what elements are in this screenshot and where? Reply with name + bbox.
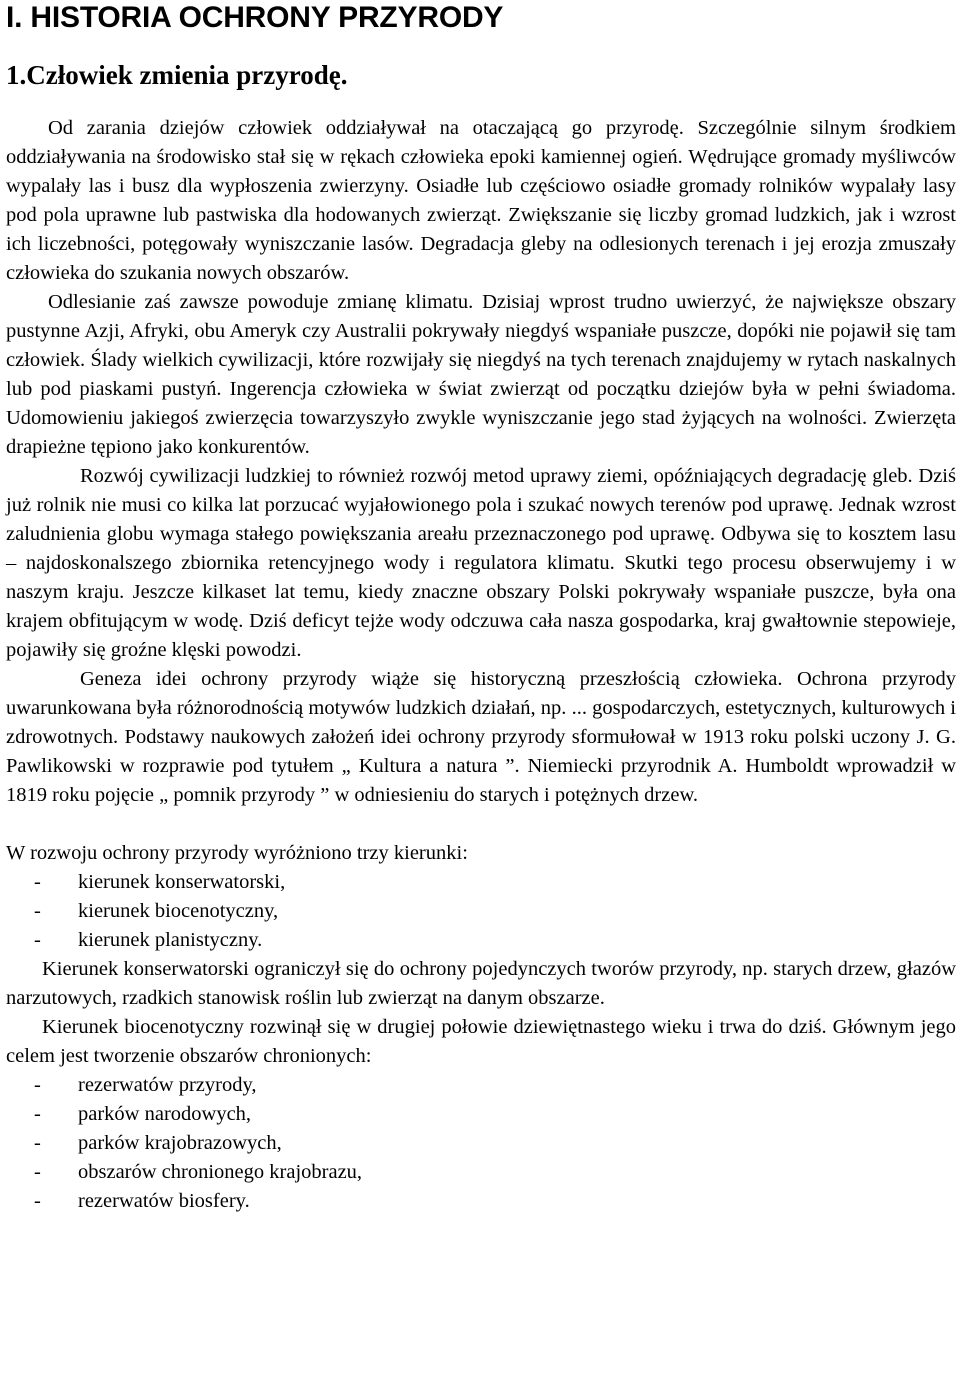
list-item xyxy=(6,868,956,897)
dash-mark: - xyxy=(34,900,41,922)
list-item xyxy=(6,897,956,926)
list-item-text: rezerwatów biosfery. xyxy=(78,1190,250,1212)
list-item-text: kierunek konserwatorski, xyxy=(78,871,286,893)
paragraph: Rozwój cywilizacji ludzkiej to również rozwój metod uprawy ziemi, opóźniających degradację gleb. Dziś już rolnik nie musi co kilka lat porzucać wyjałowionego pola i szukać nowych terenów pod uprawę. Jednak wzrost zaludnienia globu wymaga stałego powiększania areału przeznaczonego pod uprawę. Odbywa się to kosztem lasu – najdoskonalszego zbiornika retencyjnego wody i regulatora klimatu. Skutki tego procesu obserwujemy i w naszym kraju. Jeszcze kilkaset lat temu, kiedy znaczne obszary Polski pokrywały wspaniałe puszcze, była ona krajem obfitującym w wodę. Dziś deficyt tejże wody odczuwa cała nasza gospodarka, kraj gwałtownie stepowieje, pojawiły się groźne klęski powodzi. xyxy=(6,465,956,661)
list-item-text: parków krajobrazowych, xyxy=(78,1132,282,1154)
list-item xyxy=(6,1071,956,1100)
list-item xyxy=(6,1129,956,1158)
list-item-text: kierunek biocenotyczny, xyxy=(78,900,279,922)
dash-mark: - xyxy=(34,1103,41,1125)
list-item-text: obszarów chronionego krajobrazu, xyxy=(78,1161,363,1183)
dash-mark: - xyxy=(34,929,41,951)
dash-mark: - xyxy=(34,871,41,893)
paragraph: Geneza idei ochrony przyrody wiąże się historyczną przeszłością człowieka. Ochrona przyrody uwarunkowana była różnorodnością motywów ludzkich działań, np. ... gospodarczych, estetycznych, kulturowych i zdrowotnych. Podstawy naukowych założeń idei ochrony przyrody sformułował w 1913 roku polski uczony J. G. Pawlikowski w rozprawie pod tytułem „ Kultura a natura ”. Niemiecki przyrodnik A. Humboldt wprowadził w 1819 roku pojęcie „ pomnik przyrody ” w odniesieniu do starych i potężnych drzew. xyxy=(6,668,956,806)
dash-mark: - xyxy=(34,1161,41,1183)
section-title: 1.Człowiek zmienia przyrodę. xyxy=(6,60,348,90)
list-item-text: parków narodowych, xyxy=(78,1103,252,1125)
document-title: I. HISTORIA OCHRONY PRZYRODY xyxy=(6,1,504,34)
list-item xyxy=(6,1158,956,1187)
list-item xyxy=(6,1187,956,1216)
directions-intro: W rozwoju ochrony przyrody wyróżniono trzy kierunki: xyxy=(6,842,468,864)
spacer xyxy=(6,810,956,839)
dash-mark: - xyxy=(34,1074,41,1096)
list-item xyxy=(6,1100,956,1129)
document-body xyxy=(6,114,956,1216)
list-item-text: kierunek planistyczny. xyxy=(78,929,263,951)
paragraph: Od zarania dziejów człowiek oddziaływał na otaczającą go przyrodę. Szczególnie silnym środkiem oddziaływania na środowisko stał się w rękach człowieka epoki kamiennej ogień. Wędrujące gromady myśliwców wypalały las i busz dla wypłoszenia zwierzyny. Osiadłe lub częściowo osiadłe gromady rolników wypalały lasy pod pola uprawne lub pastwiska dla hodowanych zwierząt. Zwiększanie się liczby gromad ludzkich, jak i wzrost ich liczebności, potęgowały wyniszczanie lasów. Degradacja gleby na odlesionych terenach i jej erozja zmuszały człowieka do szukania nowych obszarów. xyxy=(6,117,956,284)
paragraph: Kierunek biocenotyczny rozwinął się w drugiej połowie dziewiętnastego wieku i trwa do dziś. Głównym jego celem jest tworzenie obszarów chronionych: xyxy=(6,1016,956,1067)
list-item-text: rezerwatów przyrody, xyxy=(78,1074,257,1096)
directions-list xyxy=(6,868,956,955)
paragraph: Kierunek konserwatorski ograniczył się do ochrony pojedynczych tworów przyrody, np. starych drzew, głazów narzutowych, rzadkich stanowisk roślin lub zwierząt na danym obszarze. xyxy=(6,958,956,1009)
dash-mark: - xyxy=(34,1132,41,1154)
dash-mark: - xyxy=(34,1190,41,1212)
protected-areas-list xyxy=(6,1071,956,1216)
list-item xyxy=(6,926,956,955)
paragraph: Odlesianie zaś zawsze powoduje zmianę klimatu. Dzisiaj wprost trudno uwierzyć, że największe obszary pustynne Azji, Afryki, obu Ameryk czy Australii pokrywały niegdyś wspaniałe puszcze, dopóki nie pojawił się tam człowiek. Ślady wielkich cywilizacji, które rozwijały się niegdyś na tych terenach znajdujemy w rytach naskalnych lub pod piaskami pustyń. Ingerencja człowieka w świat zwierząt od początku dziejów była w pełni świadoma. Udomowieniu jakiegoś zwierzęcia towarzyszyło zwykle wyniszczanie jego stad żyjących na wolności. Zwierzęta drapieżne tępiono jako konkurentów. xyxy=(6,291,956,458)
